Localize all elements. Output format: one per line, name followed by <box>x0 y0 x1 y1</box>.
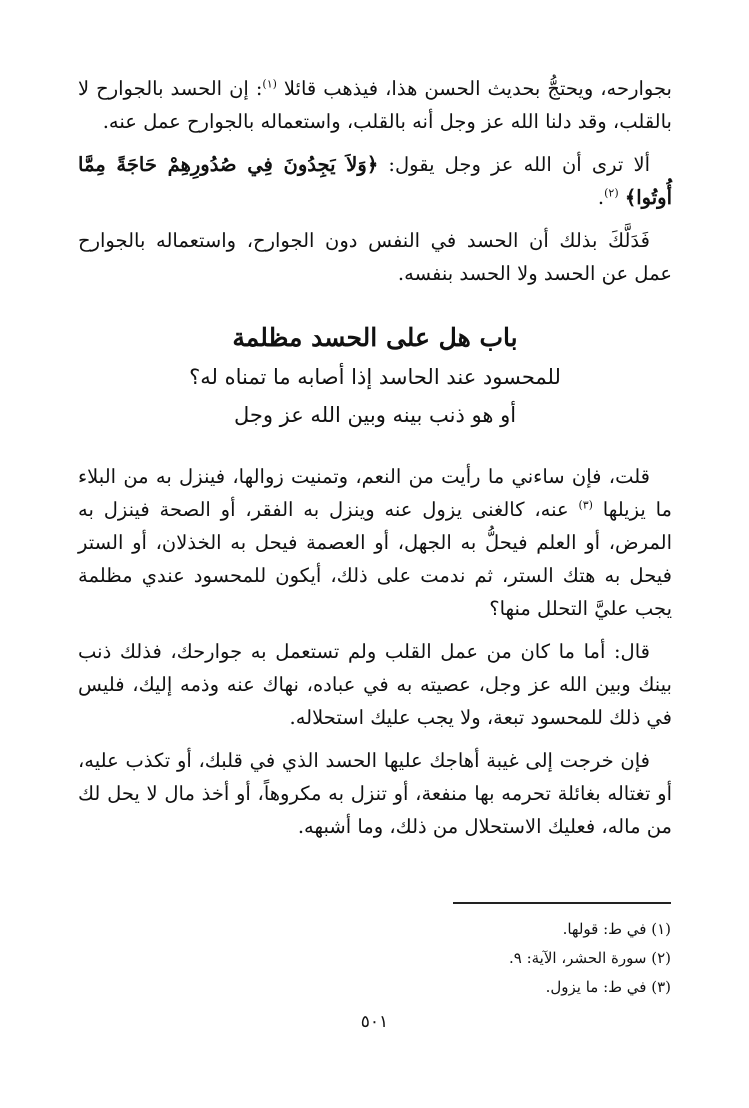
paragraph-6-text: فإن خرجت إلى غيبة أهاجك عليها الحسد الذي في قلبك، أو تكذب عليه، أو تغتاله بغائلة تحرمه بها منفعة، أو تنزل به مكروهاً، أو أخذ مال لا يحل لك من ماله، فعليك الاستحلال من ذلك، وما أشبهه. <box>78 749 672 838</box>
paragraph-2-text-a: ألا ترى أن الله عز وجل يقول: <box>388 153 650 176</box>
chapter-heading <box>78 318 672 434</box>
paragraph-3-text: فَدَلَّكَ بذلك أن الحسد في النفس دون الجوارح، واستعماله بالجوارح عمل عن الحسد ولا الحسد بنفسه. <box>78 229 672 285</box>
footnotes <box>111 915 671 1002</box>
footnote-2: (٢) سورة الحشر، الآية: ٩. <box>508 949 671 967</box>
paragraph-4-text-b: عنه، كالغنى يزول عنه وينزل به الفقر، أو الصحة فينزل به المرض، أو العلم فيحلُّ به الجهل، أو العصمة فيحل به الخذلان، أو الستر فيحل به هتك الستر، ثم ندمت على ذلك، أيكون للمحسود عندي مظلمة يجب عليَّ التحلل منها؟ <box>78 498 672 620</box>
paragraph-1-text-a: بجوارحه، ويحتجُّ بحديث الحسن هذا، فيذهب قائلا <box>283 77 672 100</box>
footnote-ref-2[interactable]: (٢) <box>604 186 619 200</box>
paragraph-3 <box>78 224 672 290</box>
footnote-ref-1[interactable]: (١) <box>262 77 277 91</box>
paragraph-5 <box>78 635 672 734</box>
footnote-1: (١) في ط: قولها. <box>562 920 671 938</box>
paragraph-1-text-b: : إن الحسد بالجوارح لا بالقلب، وقد دلنا الله عز وجل أنه بالقلب، واستعماله بالجوارح عمل عنه. <box>78 77 672 133</box>
page-number: ٥٠١ <box>360 1012 389 1032</box>
paragraph-4-text-a: قلت، فإن ساءني ما رأيت من النعم، وتمنيت زوالها، فينزل به من البلاء ما يزيلها <box>78 465 672 521</box>
paragraph-6 <box>78 744 672 843</box>
page-body <box>78 72 672 853</box>
footnote-divider <box>453 902 671 904</box>
chapter-subtitle-1: للمحسود عند الحاسد إذا أصابه ما تمناه له؟ <box>189 365 561 389</box>
chapter-title: باب هل على الحسد مظلمة <box>232 323 518 352</box>
paragraph-2 <box>78 148 672 214</box>
paragraph-4 <box>78 460 672 625</box>
paragraph-2-text-b: . <box>597 186 605 209</box>
paragraph-1 <box>78 72 672 138</box>
footnote-3: (٣) في ط: ما يزول. <box>545 978 671 996</box>
quran-verse: ﴿وَلاَ يَجِدُونَ فِي صُدُورِهِمْ حَاجَةً مِمَّا أُوتُوا﴾ <box>78 153 672 209</box>
chapter-subtitle-2: أو هو ذنب بينه وبين الله عز وجل <box>233 403 517 427</box>
footnote-ref-3[interactable]: (٣) <box>578 498 593 512</box>
paragraph-5-text: قال: أما ما كان من عمل القلب ولم تستعمل به جوارحك، فذلك ذنب بينك وبين الله عز وجل، عصيته به في عباده، نهاك عنه وذمه إليك، فليس في ذلك للمحسود تبعة، ولا يجب عليك استحلاله. <box>78 640 672 729</box>
